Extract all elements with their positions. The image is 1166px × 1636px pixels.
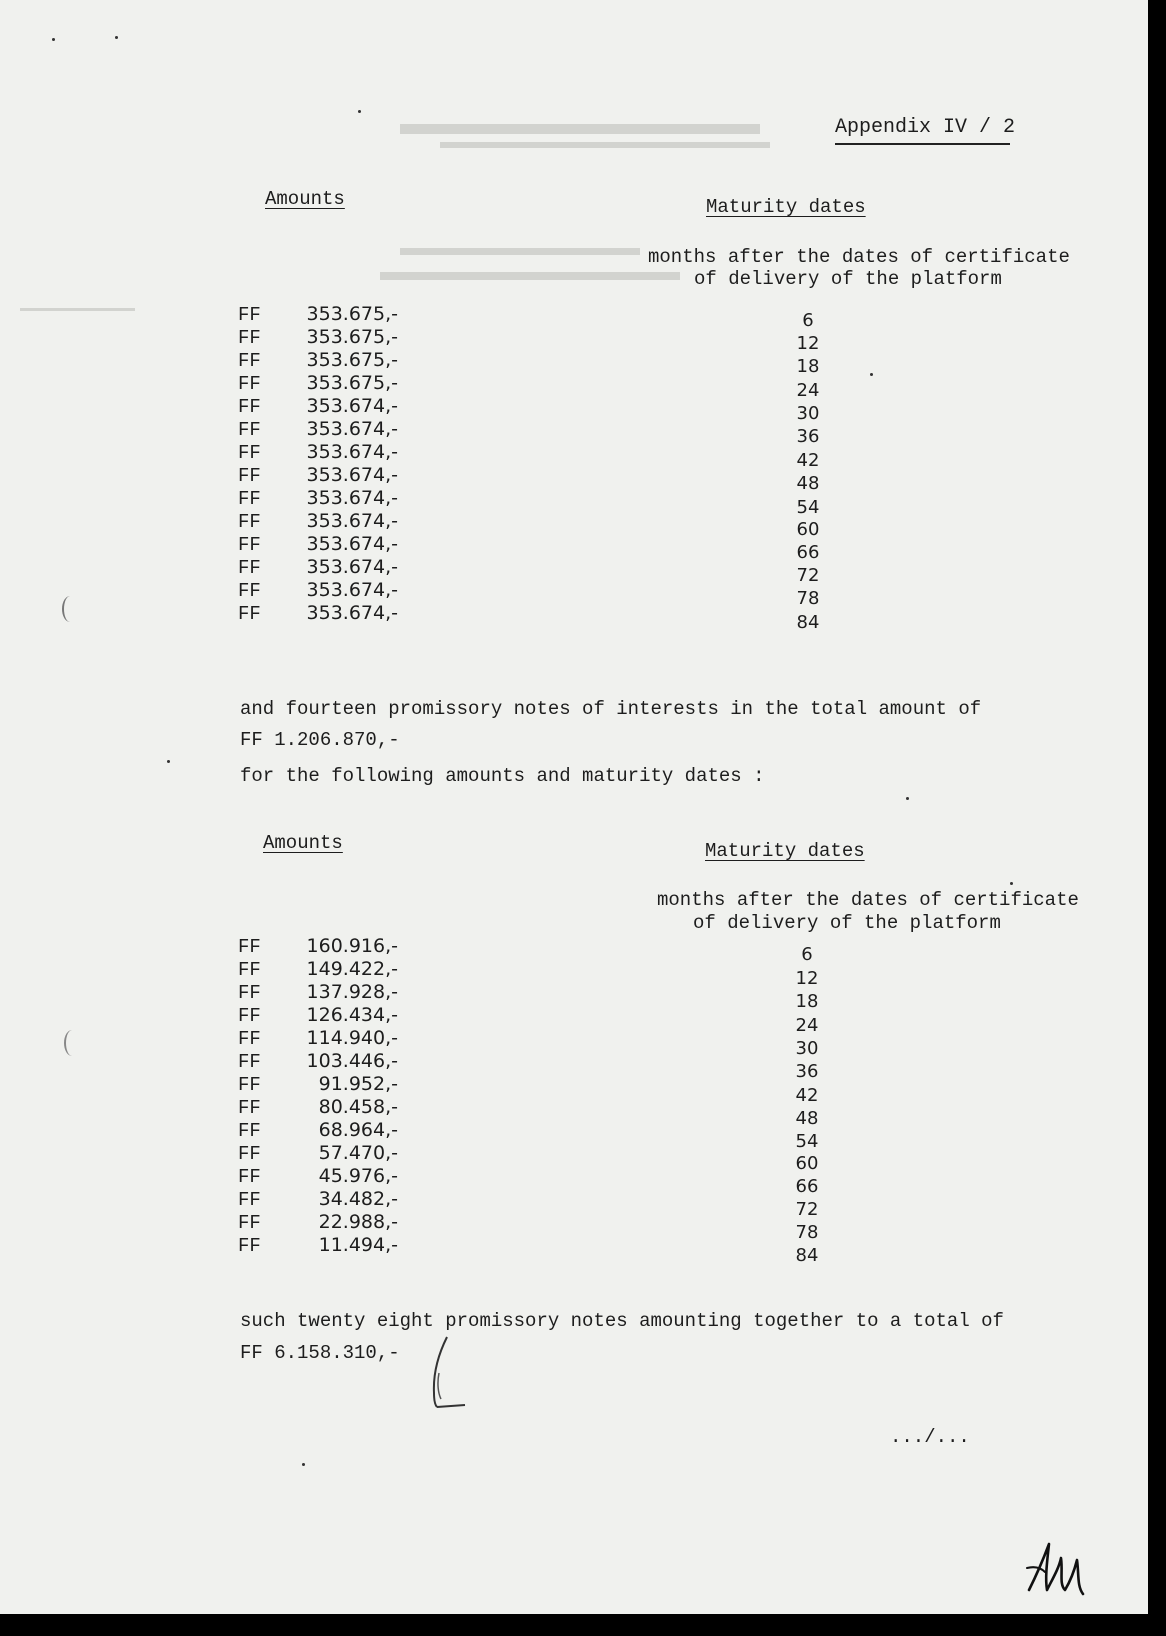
currency: FF [238, 373, 261, 395]
amount: 22.988,- [318, 1211, 398, 1233]
maturity-months: 42 [795, 1085, 819, 1106]
speck [115, 36, 118, 39]
amount: 353.674,- [306, 556, 398, 578]
maturity-months: 78 [796, 588, 820, 609]
currency: FF [238, 1051, 261, 1073]
maturity-months: 84 [795, 1245, 819, 1266]
table-row [238, 1027, 398, 1050]
total-paragraph-line1: such twenty eight promissory notes amounting together to a total of [240, 1310, 1004, 1332]
speck [870, 373, 873, 376]
maturity-months: 54 [795, 1131, 819, 1152]
speck [167, 760, 170, 763]
table-row [238, 556, 398, 579]
maturity-months: 72 [795, 1199, 819, 1220]
currency: FF [238, 442, 261, 464]
table-row [238, 602, 398, 625]
amount: 353.674,- [306, 602, 398, 624]
amount: 126.434,- [306, 1004, 398, 1026]
currency: FF [238, 1235, 261, 1257]
speck [1010, 882, 1013, 885]
currency: FF [238, 959, 261, 981]
currency: FF [238, 1028, 261, 1050]
amounts-heading: Amounts [265, 188, 345, 210]
speck [358, 110, 361, 113]
maturity-months: 6 [802, 310, 814, 331]
maturity-months: 84 [796, 612, 820, 633]
amount: 353.674,- [306, 464, 398, 486]
currency: FF [238, 419, 261, 441]
maturity-months: 18 [796, 356, 820, 377]
table-row [238, 1004, 398, 1027]
table-row [238, 487, 398, 510]
currency: FF [238, 1097, 261, 1119]
speck [52, 38, 55, 41]
maturity-months: 12 [795, 968, 819, 989]
amount: 80.458,- [318, 1096, 398, 1118]
amount: 353.674,- [306, 533, 398, 555]
table-row [238, 303, 398, 326]
maturity-months: 54 [796, 497, 820, 518]
amount: 114.940,- [306, 1027, 398, 1049]
table-row [238, 1073, 398, 1096]
amount: 353.674,- [306, 487, 398, 509]
maturity-months: 24 [795, 1015, 819, 1036]
table-row [238, 464, 398, 487]
interest-notes-paragraph-line3: for the following amounts and maturity dates : [240, 765, 765, 787]
amount: 353.674,- [306, 441, 398, 463]
currency: FF [238, 396, 261, 418]
currency: FF [238, 534, 261, 556]
amount: 353.675,- [306, 326, 398, 348]
table-row [238, 1142, 398, 1165]
maturity-months: 12 [796, 333, 820, 354]
amount: 353.674,- [306, 510, 398, 532]
amount: 91.952,- [318, 1073, 398, 1095]
maturity-months: 6 [801, 944, 813, 965]
table-row [238, 1165, 398, 1188]
currency: FF [238, 327, 261, 349]
amount: 11.494,- [318, 1234, 398, 1256]
maturity-dates-heading: Maturity dates [706, 196, 866, 218]
table-row [238, 1234, 398, 1257]
currency: FF [238, 982, 261, 1004]
table-row [238, 1211, 398, 1234]
binder-hole-mark [62, 596, 78, 622]
maturity-months: 60 [796, 519, 820, 540]
appendix-header: Appendix IV / 2 [835, 116, 1010, 145]
amount: 353.674,- [306, 579, 398, 601]
maturity-months: 30 [796, 403, 820, 424]
erased-text-smudge [380, 272, 680, 280]
table-row [238, 510, 398, 533]
currency: FF [238, 488, 261, 510]
table-row [238, 1096, 398, 1119]
currency: FF [238, 1005, 261, 1027]
months-caption-line2: of delivery of the platform [693, 912, 1001, 934]
maturity-months: 66 [796, 542, 820, 563]
amount: 68.964,- [318, 1119, 398, 1141]
amount: 45.976,- [318, 1165, 398, 1187]
maturity-months: 60 [795, 1153, 819, 1174]
currency: FF [238, 936, 261, 958]
table-row [238, 1050, 398, 1073]
erased-header-smudge [440, 142, 770, 148]
table-row [238, 326, 398, 349]
amount: 353.675,- [306, 372, 398, 394]
maturity-months: 36 [795, 1061, 819, 1082]
currency: FF [238, 350, 261, 372]
table-row [238, 579, 398, 602]
amount: 160.916,- [306, 935, 398, 957]
currency: FF [238, 1212, 261, 1234]
interest-total-amount: FF 1.206.870,- [240, 729, 400, 751]
amount: 149.422,- [306, 958, 398, 980]
table-row [238, 958, 398, 981]
amounts-heading: Amounts [263, 832, 343, 854]
table-row [238, 1188, 398, 1211]
amount: 103.446,- [306, 1050, 398, 1072]
currency: FF [238, 1074, 261, 1096]
amount: 353.675,- [306, 349, 398, 371]
currency: FF [238, 511, 261, 533]
currency: FF [238, 580, 261, 602]
table-row [238, 349, 398, 372]
amount: 353.674,- [306, 418, 398, 440]
maturity-months: 24 [796, 380, 820, 401]
interest-notes-paragraph-line1: and fourteen promissory notes of interests in the total amount of [240, 698, 982, 720]
continuation-marker: .../... [890, 1426, 970, 1448]
months-caption-line1: months after the dates of certificate [657, 889, 1079, 911]
table-row [238, 395, 398, 418]
maturity-months: 78 [795, 1222, 819, 1243]
currency: FF [238, 465, 261, 487]
maturity-months: 72 [796, 565, 820, 586]
table-row [238, 533, 398, 556]
amount: 137.928,- [306, 981, 398, 1003]
currency: FF [238, 557, 261, 579]
maturity-months: 48 [795, 1108, 819, 1129]
speck [906, 797, 909, 800]
initials-signature [1025, 1538, 1095, 1600]
table-row [238, 935, 398, 958]
grand-total-amount: FF 6.158.310,- [240, 1342, 400, 1364]
erased-header-smudge [400, 124, 760, 134]
maturity-months: 48 [796, 473, 820, 494]
table-row [238, 1119, 398, 1142]
currency: FF [238, 304, 261, 326]
erased-text-smudge [400, 248, 640, 255]
table-row [238, 981, 398, 1004]
maturity-dates-heading: Maturity dates [705, 840, 865, 862]
maturity-months: 42 [796, 450, 820, 471]
amount: 353.674,- [306, 395, 398, 417]
margin-smudge [20, 308, 135, 311]
months-caption-line1: months after the dates of certificate [648, 246, 1070, 268]
currency: FF [238, 603, 261, 625]
maturity-months: 36 [796, 426, 820, 447]
currency: FF [238, 1166, 261, 1188]
amount: 57.470,- [318, 1142, 398, 1164]
binder-hole-mark [64, 1030, 80, 1056]
handwritten-mark [425, 1333, 475, 1413]
currency: FF [238, 1120, 261, 1142]
currency: FF [238, 1189, 261, 1211]
maturity-months: 30 [795, 1038, 819, 1059]
amount: 34.482,- [318, 1188, 398, 1210]
maturity-months: 66 [795, 1176, 819, 1197]
table-row [238, 372, 398, 395]
currency: FF [238, 1143, 261, 1165]
months-caption-line2: of delivery of the platform [694, 268, 1002, 290]
table-row [238, 441, 398, 464]
maturity-months: 18 [795, 991, 819, 1012]
amount: 353.675,- [306, 303, 398, 325]
speck [302, 1463, 305, 1466]
table-row [238, 418, 398, 441]
